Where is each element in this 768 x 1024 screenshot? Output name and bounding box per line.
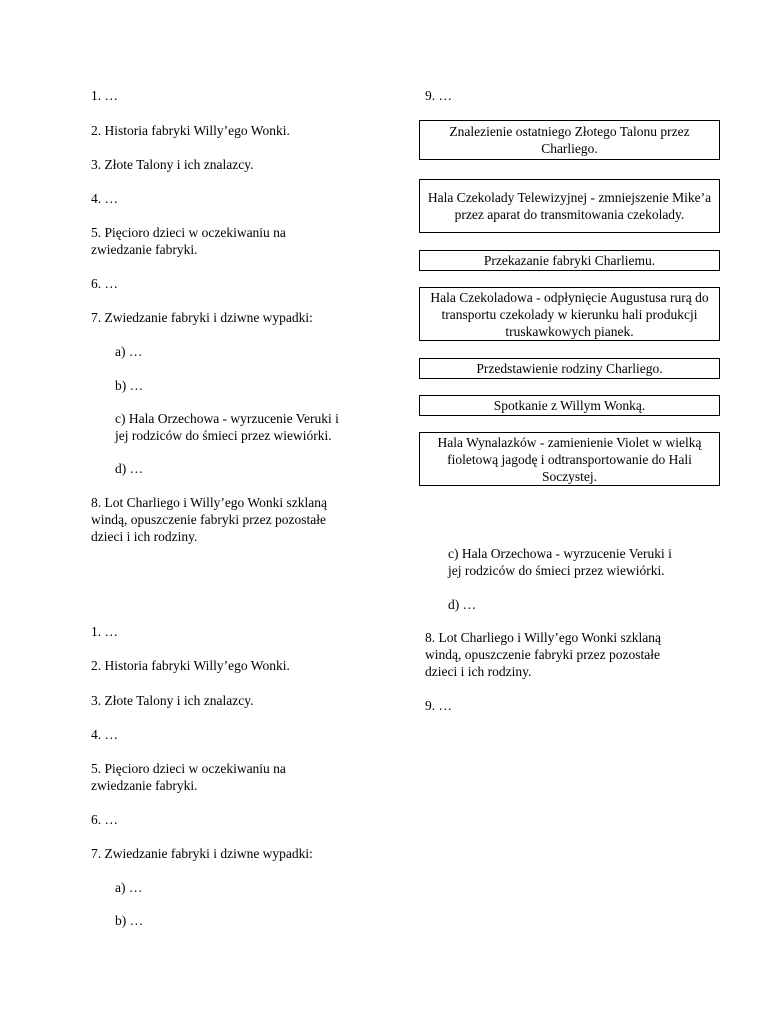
event-card[interactable]: Spotkanie z Willym Wonką.: [419, 395, 720, 416]
event-card[interactable]: Hala Wynalazków - zamienienie Violet w wielką fioletową jagodę i odtransportowanie do Hali Soczystej.: [419, 432, 720, 486]
outline-item-2: 2. Historia fabryki Willy’ego Wonki.: [91, 123, 290, 138]
outline-item-7: 7. Zwiedzanie fabryki i dziwne wypadki:: [91, 310, 313, 325]
outline-item-7b: b) …: [115, 378, 144, 393]
event-card[interactable]: Hala Czekolady Telewizyjnej - zmniejszenie Mike’a przez aparat do transmitowania czekolady.: [419, 179, 720, 233]
outline-item-7a: a) …: [115, 344, 143, 359]
outline-item-5-line-1: 5. Pięcioro dzieci w oczekiwaniu na: [91, 761, 286, 776]
outline-item-7c-line-2: jej rodziców do śmieci przez wiewiórki.: [448, 563, 665, 578]
outline-item-7: 7. Zwiedzanie fabryki i dziwne wypadki:: [91, 846, 313, 861]
outline-item-7a: a) …: [115, 880, 143, 895]
outline-item-8-line-3: dzieci i ich rodziny.: [425, 664, 532, 679]
outline-item-6: 6. …: [91, 812, 118, 827]
outline-item-7d: d) …: [448, 597, 477, 612]
outline-item-7c-line-1: c) Hala Orzechowa - wyrzucenie Veruki i: [115, 411, 339, 426]
event-card[interactable]: Przedstawienie rodziny Charliego.: [419, 358, 720, 379]
outline-item-7d: d) …: [115, 461, 144, 476]
outline-item-4: 4. …: [91, 727, 118, 742]
outline-item-4: 4. …: [91, 191, 118, 206]
outline-item-3: 3. Złote Talony i ich znalazcy.: [91, 157, 254, 172]
outline-item-7c-line-1: c) Hala Orzechowa - wyrzucenie Veruki i: [448, 546, 672, 561]
outline-item-8-line-1: 8. Lot Charliego i Willy’ego Wonki szklaną: [425, 630, 661, 645]
event-card[interactable]: Przekazanie fabryki Charliemu.: [419, 250, 720, 271]
outline-item-8-line-2: windą, opuszczenie fabryki przez pozostałe: [91, 512, 327, 527]
outline-item-7b: b) …: [115, 913, 144, 928]
outline-item-1: 1. …: [91, 88, 118, 103]
event-card[interactable]: Znalezienie ostatniego Złotego Talonu przez Charliego.: [419, 120, 720, 160]
outline-item-2: 2. Historia fabryki Willy’ego Wonki.: [91, 658, 290, 673]
outline-item-9: 9. …: [425, 88, 452, 103]
outline-item-8-line-3: dzieci i ich rodziny.: [91, 529, 198, 544]
outline-item-5-line-2: zwiedzanie fabryki.: [91, 242, 198, 257]
outline-item-3: 3. Złote Talony i ich znalazcy.: [91, 693, 254, 708]
outline-item-8-line-2: windą, opuszczenie fabryki przez pozostałe: [425, 647, 661, 662]
outline-item-5-line-2: zwiedzanie fabryki.: [91, 778, 198, 793]
outline-item-5-line-1: 5. Pięcioro dzieci w oczekiwaniu na: [91, 225, 286, 240]
outline-item-9: 9. …: [425, 698, 452, 713]
event-card[interactable]: Hala Czekoladowa - odpłynięcie Augustusa rurą do transportu czekolady w kierunku hali produkcji truskawkowych pianek.: [419, 287, 720, 341]
outline-item-6: 6. …: [91, 276, 118, 291]
outline-item-7c-line-2: jej rodziców do śmieci przez wiewiórki.: [115, 428, 332, 443]
outline-item-1: 1. …: [91, 624, 118, 639]
outline-item-8-line-1: 8. Lot Charliego i Willy’ego Wonki szklaną: [91, 495, 327, 510]
